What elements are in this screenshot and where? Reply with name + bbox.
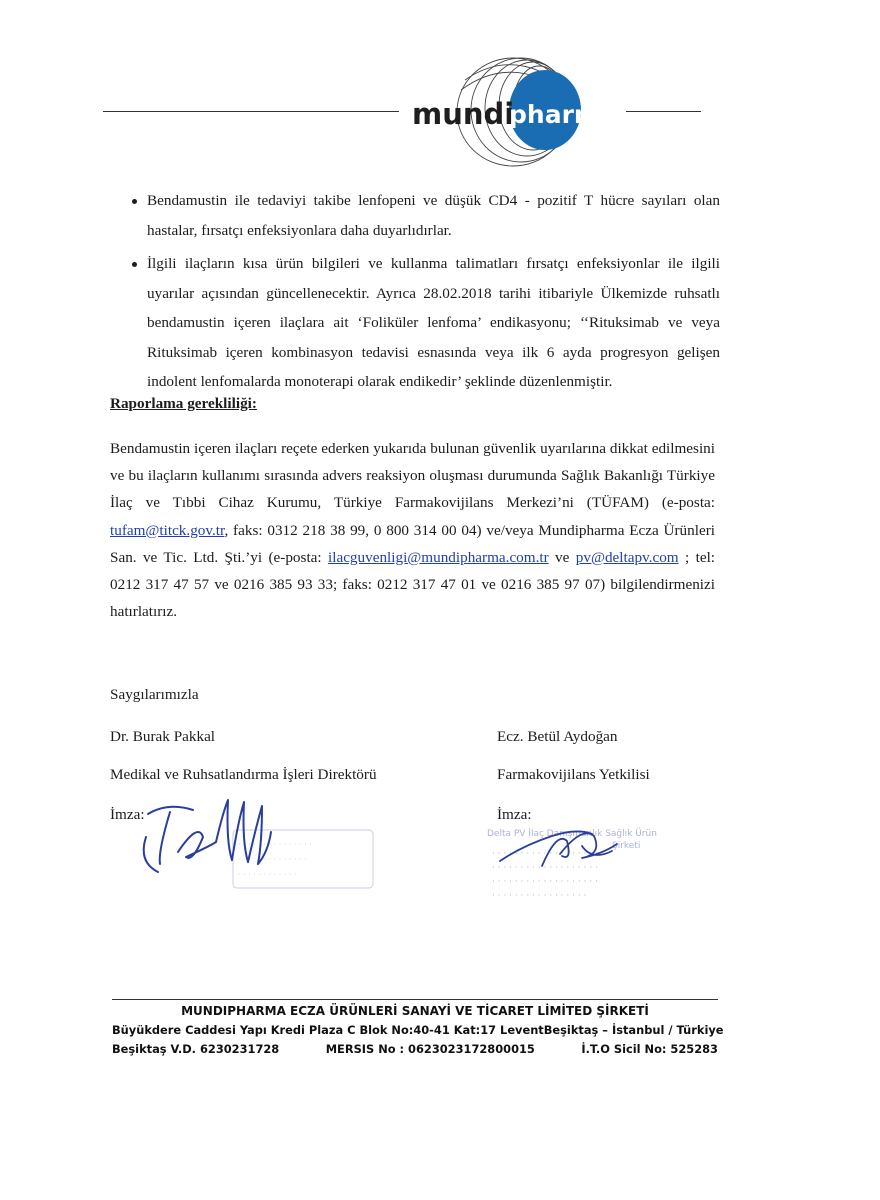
footer-tax-office: Beşiktaş V.D. 6230231728 (112, 1042, 280, 1056)
footer-mersis: MERSIS No : 0623023172800015 (325, 1042, 535, 1056)
footer-registry-row (112, 1042, 718, 1056)
footer-company: MUNDIPHARMA ECZA ÜRÜNLERİ SANAYİ VE TİCARET LİMİTED ŞİRKETİ (181, 1004, 649, 1018)
closing-salutation: Saygılarımızla (110, 686, 199, 703)
signatory-right-name: Ecz. Betül Aydoğan (497, 728, 618, 745)
reporting-text-3: ve (548, 548, 576, 566)
footer-address: Büyükdere Caddesi Yapı Kredi Plaza C Blok No:40-41 Kat:17 Levent (112, 1023, 544, 1037)
reporting-text-2: , faks: 0312 218 38 99, 0 800 314 00 04) ve/veya Mundipharma Ecza Ürünleri San. ve Tic. Ltd. Şti.’yi (e-posta: (110, 521, 715, 566)
signatory-left-title: Medikal ve Ruhsatlandırma İşleri Direktörü (110, 766, 377, 783)
bullet-item: İlgili ilaçların kısa ürün bilgileri ve kullanma talimatları fırsatçı enfeksiyonlar ile ilgili uyarılar açısından güncellenecektir. Ayrıca 28.02.2018 tarihi itibariyle Ülkemizde ruhsatlı bendamustin içeren ilaçlara ait ‘Foliküler lenfoma’ endikasyonu; ‘‘Rituksimab ve veya Rituksimab içeren kombinasyon tedavisi esnasında veya ilk 6 ayda progresyon gelişen indolent lenfomalarda monoterapi olarak endikedir’ şeklinde düzenlenmiştir. (110, 249, 720, 397)
svg-text:· · · · · · · · · · · · · · ·: · · · · · · · · · · · · · · · · · · · (492, 863, 598, 873)
reporting-text-4: ; tel: 0212 317 47 57 ve 0216 385 93 33; faks: 0212 317 47 01 ve 0216 385 97 07) bilgilendirmenizi hatırlatırız. (110, 548, 716, 621)
svg-text:· · · · · · · · · · · · · · ·: · · · · · · · · · · · · · · · · · · · (492, 849, 598, 859)
logo-graphic (395, 50, 635, 170)
tufam-email-link[interactable]: tufam@titck.gov.tr (110, 521, 225, 539)
mundipharma-logo (395, 50, 635, 170)
right-signature-stamp (482, 806, 717, 916)
svg-text:· · · · · · · · · · · ·: · · · · · · · · · · · · (238, 870, 297, 879)
svg-text:Şirketi: Şirketi (612, 841, 641, 851)
bullet-item: Bendamustin ile tedaviyi takibe lenfopeni ve düşük CD4 - pozitif T hücre sayıları olan hastalar, fırsatçı enfeksiyonlara daha duyarlıdırlar. (110, 186, 720, 245)
reporting-title: Raporlama gerekliliği: (110, 395, 257, 412)
signatory-left-sign-label: İmza: (110, 806, 145, 823)
svg-text:Delta PV İlaç Danışmanlık Sağl: Delta PV İlaç Danışmanlık Sağlık Ürün (487, 829, 657, 839)
signatory-left-name: Dr. Burak Pakkal (110, 728, 216, 745)
logo-text-pharma: pharma (509, 100, 617, 129)
footer-address-row (112, 1023, 724, 1037)
reporting-text-1: Bendamustin içeren ilaçları reçete ederken yukarıda bulunan güvenlik uyarılarına dikkat edilmesini ve bu ilaçların kullanımı sırasında advers reaksiyon oluşması durumunda Sağlık Bakanlığı Türkiye İlaç ve Tıbbi Cihaz Kurumu, Türkiye Farmakovijilans Merkezi’ni (TÜFAM) (e-posta: (110, 440, 715, 512)
bullet-list (110, 186, 720, 401)
reporting-paragraph (110, 435, 715, 625)
svg-text:· · · · · · · · · · · · · ·: · · · · · · · · · · · · · · (238, 855, 307, 864)
header-rule-right (626, 111, 701, 112)
svg-text:· · · · · · · · · · · · · · ·: · · · · · · · · · · · · · · · (238, 840, 312, 849)
svg-text:· · · · · · · · · · · · · · ·: · · · · · · · · · · · · · · · · · (492, 891, 587, 901)
signatory-right-sign-label: İmza: (497, 806, 532, 823)
signatory-right-title: Farmakovijilans Yetkilisi (497, 766, 650, 783)
footer-rule (112, 999, 718, 1000)
left-signature-stamp (138, 792, 388, 902)
svg-text:· · · · · · · · · · · · · · ·: · · · · · · · · · · · · · · · · · · · (492, 877, 598, 887)
header-rule-left (103, 111, 399, 112)
footer-ito: İ.T.O Sicil No: 525283 (581, 1042, 718, 1056)
mundipharma-email-link[interactable]: ilacguvenligi@mundipharma.com.tr (328, 548, 549, 566)
deltapv-email-link[interactable]: pv@deltapv.com (575, 548, 679, 566)
footer-city: Beşiktaş – İstanbul / Türkiye (543, 1023, 724, 1037)
logo-text-mundi: mundi (412, 97, 515, 131)
